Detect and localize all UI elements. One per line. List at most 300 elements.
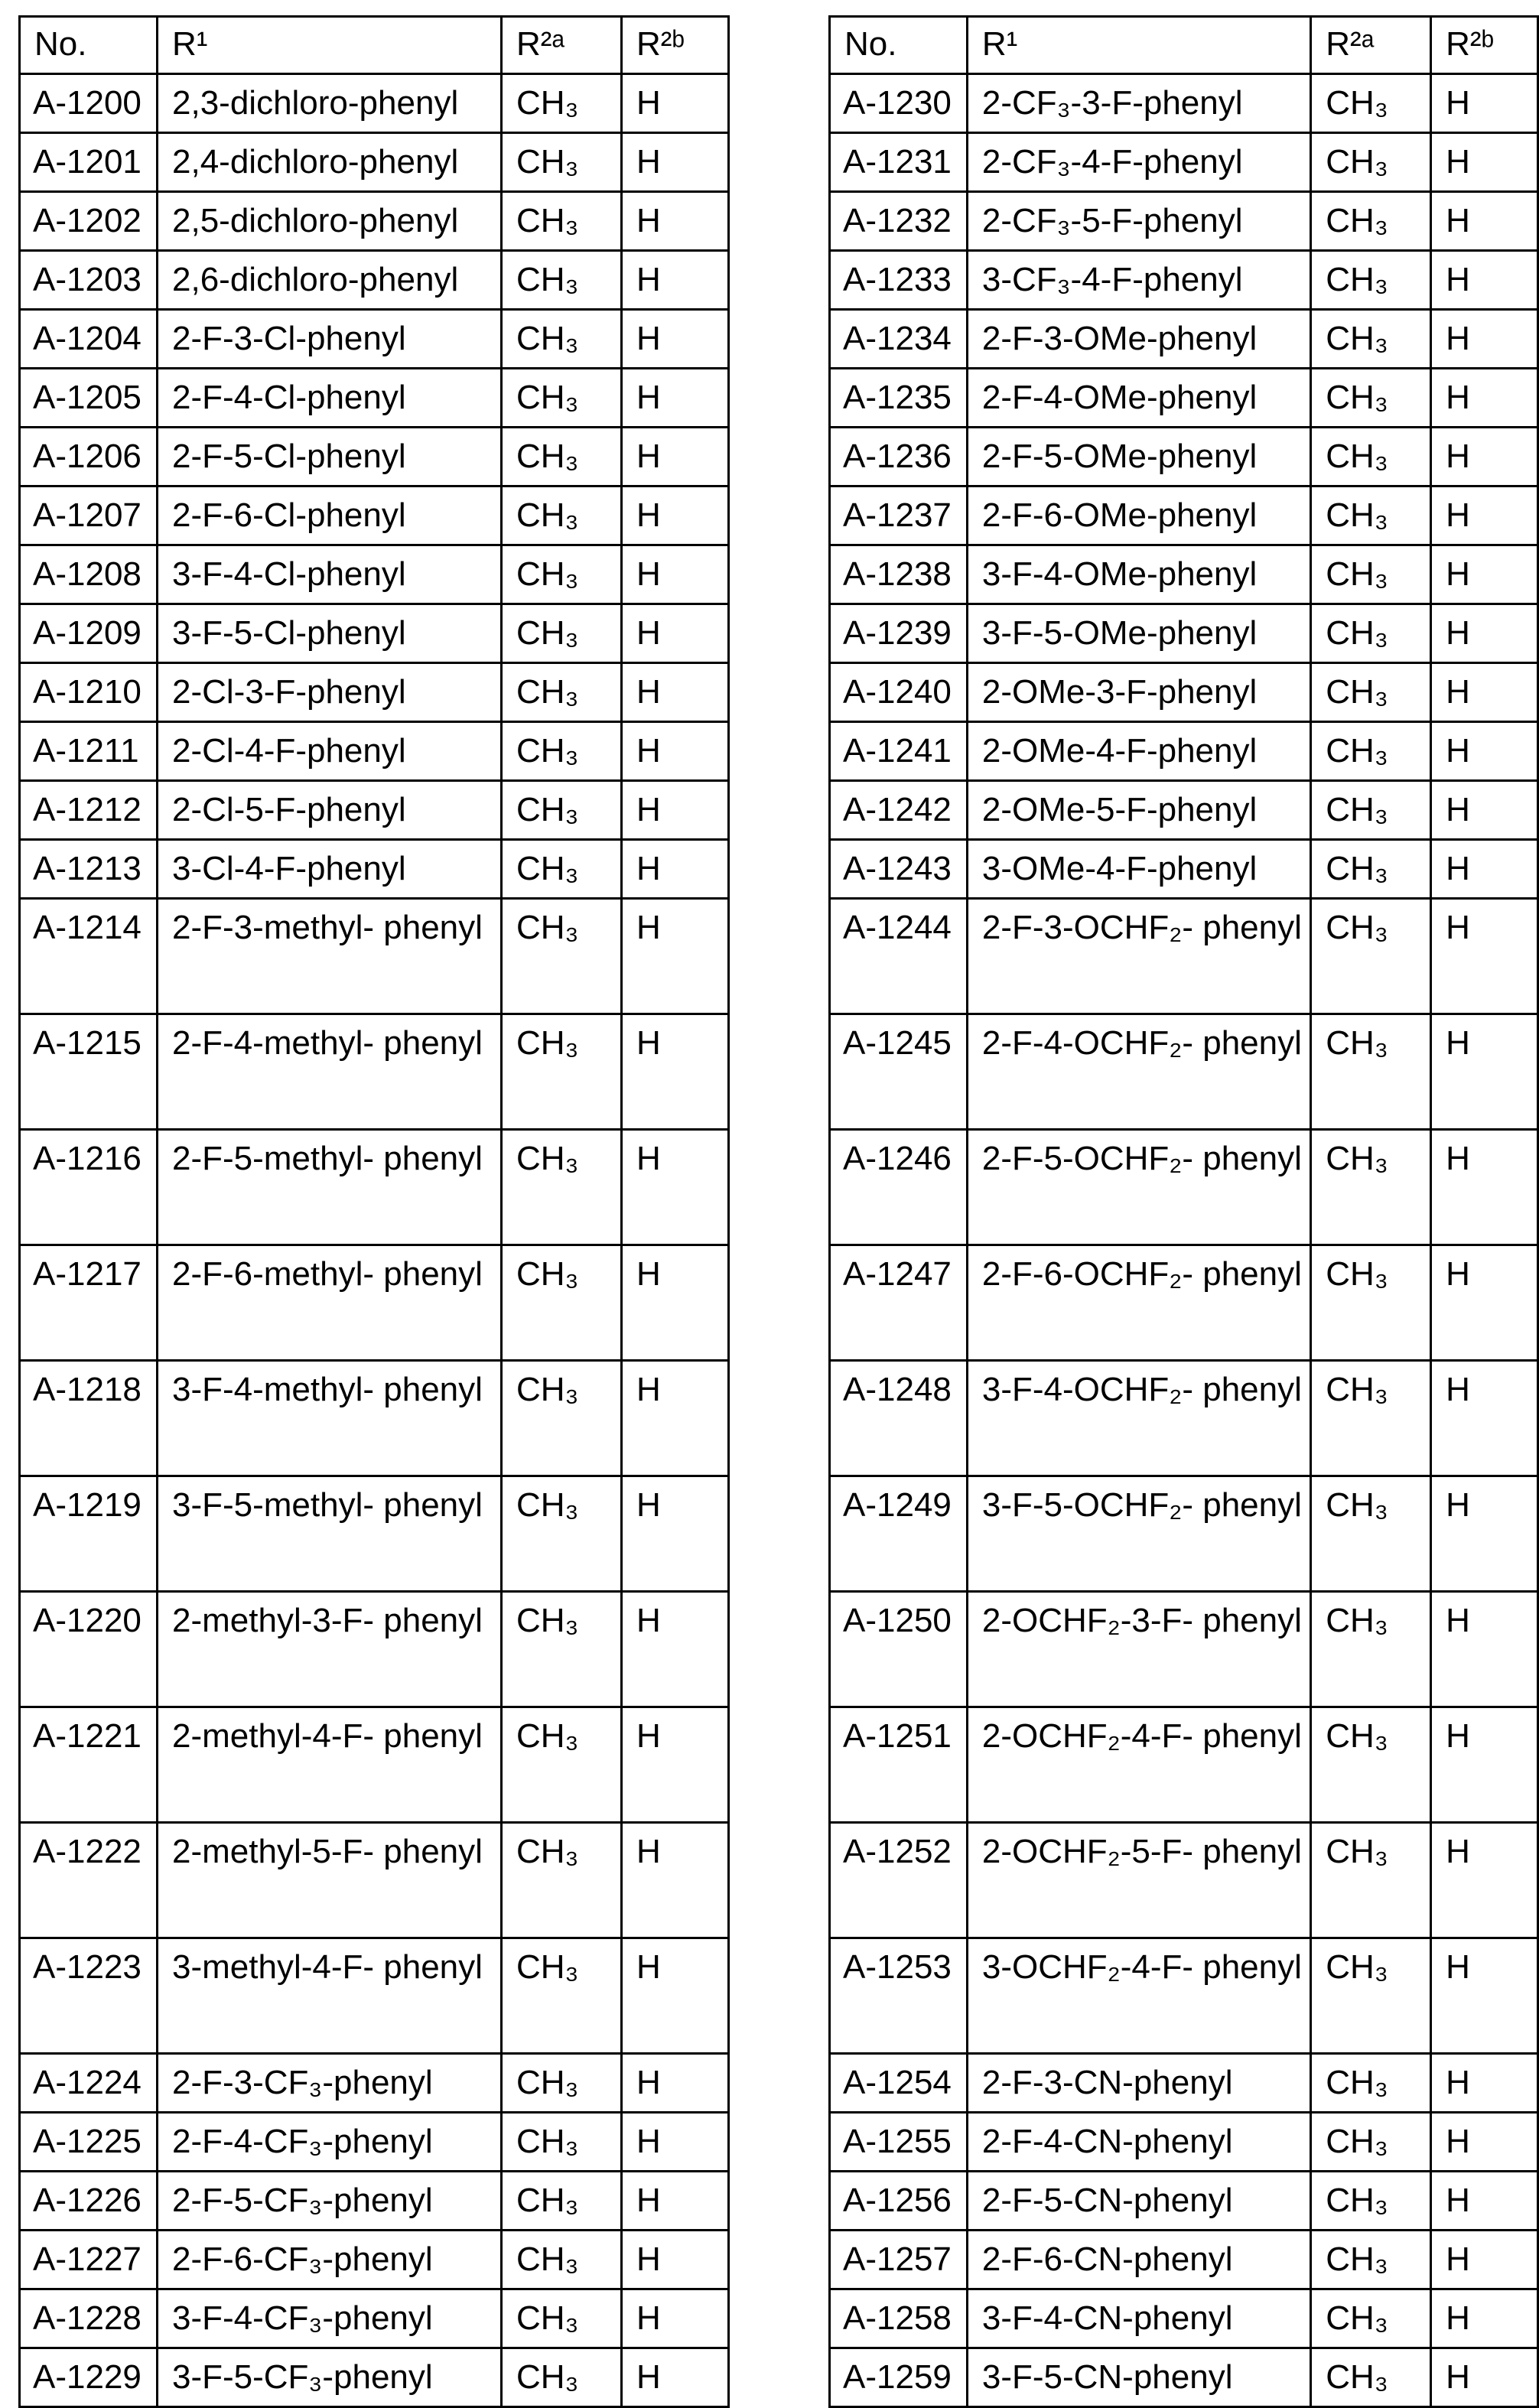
cell-r1: 2-OMe-3-F-phenyl bbox=[967, 663, 1310, 722]
cell-r1: 2-Cl-3-F-phenyl bbox=[158, 663, 502, 722]
table-row bbox=[20, 1245, 729, 1361]
cell-r1: 2-F-6-OMe-phenyl bbox=[967, 486, 1310, 545]
cell-r1: 3-Cl-4-F-phenyl bbox=[158, 840, 502, 899]
cell-r2a: CH₃ bbox=[1311, 2289, 1431, 2348]
cell-r1: 2-F-4-CF₃-phenyl bbox=[158, 2113, 502, 2172]
cell-r2b: H bbox=[622, 369, 729, 428]
table-row bbox=[830, 2348, 1538, 2407]
cell-r1: 2-OCHF₂-5-F- phenyl bbox=[967, 1823, 1310, 1938]
cell-no: A-1246 bbox=[830, 1130, 968, 1245]
cell-r2a: CH₃ bbox=[502, 2289, 622, 2348]
table-row bbox=[20, 1130, 729, 1245]
cell-r1: 3-F-5-OMe-phenyl bbox=[967, 604, 1310, 663]
cell-no: A-1210 bbox=[20, 663, 158, 722]
cell-r1: 3-OMe-4-F-phenyl bbox=[967, 840, 1310, 899]
cell-r1: 2-F-6-CN-phenyl bbox=[967, 2231, 1310, 2289]
cell-r2b: H bbox=[622, 2289, 729, 2348]
table-row bbox=[830, 1707, 1538, 1823]
cell-r2b: H bbox=[1431, 545, 1538, 604]
cell-r1: 2-F-4-OMe-phenyl bbox=[967, 369, 1310, 428]
cell-no: A-1231 bbox=[830, 133, 968, 192]
table-row bbox=[20, 310, 729, 369]
cell-no: A-1244 bbox=[830, 899, 968, 1014]
cell-no: A-1213 bbox=[20, 840, 158, 899]
cell-no: A-1212 bbox=[20, 781, 158, 840]
table-row bbox=[830, 2289, 1538, 2348]
header-r2b: R²ᵇ bbox=[622, 17, 729, 74]
cell-r2b: H bbox=[622, 1938, 729, 2054]
cell-r2b: H bbox=[622, 2113, 729, 2172]
cell-r2a: CH₃ bbox=[1311, 2348, 1431, 2407]
cell-r1: 2-F-5-CN-phenyl bbox=[967, 2172, 1310, 2231]
cell-r2a: CH₃ bbox=[1311, 2054, 1431, 2113]
header-r2b: R²ᵇ bbox=[1431, 17, 1538, 74]
cell-r2b: H bbox=[622, 74, 729, 133]
cell-r1: 3-F-5-methyl- phenyl bbox=[158, 1476, 502, 1592]
cell-r2b: H bbox=[1431, 74, 1538, 133]
cell-no: A-1241 bbox=[830, 722, 968, 781]
cell-r2b: H bbox=[1431, 2231, 1538, 2289]
cell-r1: 3-CF₃-4-F-phenyl bbox=[967, 251, 1310, 310]
cell-no: A-1234 bbox=[830, 310, 968, 369]
cell-r2b: H bbox=[622, 486, 729, 545]
header-r1: R¹ bbox=[158, 17, 502, 74]
cell-r2b: H bbox=[1431, 133, 1538, 192]
cell-r2b: H bbox=[1431, 1823, 1538, 1938]
cell-r2a: CH₃ bbox=[502, 369, 622, 428]
cell-r2a: CH₃ bbox=[502, 899, 622, 1014]
cell-no: A-1207 bbox=[20, 486, 158, 545]
cell-r2a: CH₃ bbox=[502, 2172, 622, 2231]
cell-r1: 2-F-4-CN-phenyl bbox=[967, 2113, 1310, 2172]
table-row bbox=[20, 2172, 729, 2231]
cell-no: A-1250 bbox=[830, 1592, 968, 1707]
cell-no: A-1232 bbox=[830, 192, 968, 251]
cell-no: A-1217 bbox=[20, 1245, 158, 1361]
cell-r2b: H bbox=[1431, 1476, 1538, 1592]
cell-r1: 3-F-5-OCHF₂- phenyl bbox=[967, 1476, 1310, 1592]
cell-r2a: CH₃ bbox=[502, 1130, 622, 1245]
table-row bbox=[830, 1823, 1538, 1938]
cell-r1: 2-F-6-CF₃-phenyl bbox=[158, 2231, 502, 2289]
table-row bbox=[830, 899, 1538, 1014]
table-row bbox=[20, 781, 729, 840]
cell-no: A-1219 bbox=[20, 1476, 158, 1592]
cell-r2b: H bbox=[622, 604, 729, 663]
cell-r1: 2-CF₃-3-F-phenyl bbox=[967, 74, 1310, 133]
cell-r1: 2-F-3-OCHF₂- phenyl bbox=[967, 899, 1310, 1014]
table-row bbox=[20, 604, 729, 663]
table-row bbox=[20, 1361, 729, 1476]
cell-r2a: CH₃ bbox=[1311, 1938, 1431, 2054]
cell-r2b: H bbox=[622, 1130, 729, 1245]
cell-r2a: CH₃ bbox=[1311, 74, 1431, 133]
cell-no: A-1216 bbox=[20, 1130, 158, 1245]
cell-r2a: CH₃ bbox=[1311, 251, 1431, 310]
cell-r2a: CH₃ bbox=[1311, 1130, 1431, 1245]
cell-no: A-1233 bbox=[830, 251, 968, 310]
cell-no: A-1218 bbox=[20, 1361, 158, 1476]
cell-r1: 3-F-4-OCHF₂- phenyl bbox=[967, 1361, 1310, 1476]
header-r2a: R²ᵃ bbox=[1311, 17, 1431, 74]
cell-r1: 2-methyl-5-F- phenyl bbox=[158, 1823, 502, 1938]
cell-no: A-1257 bbox=[830, 2231, 968, 2289]
cell-no: A-1225 bbox=[20, 2113, 158, 2172]
cell-r2b: H bbox=[622, 133, 729, 192]
cell-no: A-1205 bbox=[20, 369, 158, 428]
cell-no: A-1259 bbox=[830, 2348, 968, 2407]
cell-r2b: H bbox=[622, 2348, 729, 2407]
cell-no: A-1235 bbox=[830, 369, 968, 428]
table-row bbox=[830, 1014, 1538, 1130]
table-row bbox=[830, 74, 1538, 133]
cell-r2b: H bbox=[622, 1476, 729, 1592]
table-row bbox=[20, 1938, 729, 2054]
cell-r2b: H bbox=[1431, 192, 1538, 251]
cell-r2a: CH₃ bbox=[1311, 1245, 1431, 1361]
table-row bbox=[20, 899, 729, 1014]
table-row bbox=[830, 251, 1538, 310]
cell-r2a: CH₃ bbox=[502, 1823, 622, 1938]
cell-r1: 3-methyl-4-F- phenyl bbox=[158, 1938, 502, 2054]
cell-r2b: H bbox=[1431, 428, 1538, 486]
cell-r2b: H bbox=[622, 1592, 729, 1707]
cell-r2a: CH₃ bbox=[502, 604, 622, 663]
cell-r2a: CH₃ bbox=[1311, 545, 1431, 604]
cell-r1: 2-F-5-OCHF₂- phenyl bbox=[967, 1130, 1310, 1245]
table-row bbox=[830, 781, 1538, 840]
table-row bbox=[20, 2289, 729, 2348]
cell-r2a: CH₃ bbox=[502, 2348, 622, 2407]
cell-r1: 3-F-4-Cl-phenyl bbox=[158, 545, 502, 604]
cell-r2a: CH₃ bbox=[502, 722, 622, 781]
cell-r2b: H bbox=[1431, 251, 1538, 310]
table-row bbox=[20, 251, 729, 310]
header-r2a: R²ᵃ bbox=[502, 17, 622, 74]
cell-no: A-1258 bbox=[830, 2289, 968, 2348]
cell-no: A-1255 bbox=[830, 2113, 968, 2172]
table-row bbox=[830, 1361, 1538, 1476]
cell-r2a: CH₃ bbox=[1311, 133, 1431, 192]
cell-r2b: H bbox=[622, 1014, 729, 1130]
table-row bbox=[20, 2348, 729, 2407]
table-row bbox=[20, 545, 729, 604]
cell-r2a: CH₃ bbox=[502, 310, 622, 369]
cell-r2b: H bbox=[1431, 781, 1538, 840]
cell-r2b: H bbox=[1431, 1592, 1538, 1707]
table-row bbox=[20, 840, 729, 899]
cell-r1: 3-F-5-CF₃-phenyl bbox=[158, 2348, 502, 2407]
cell-r2b: H bbox=[622, 722, 729, 781]
cell-r2b: H bbox=[622, 663, 729, 722]
table-row bbox=[20, 2231, 729, 2289]
cell-r2a: CH₃ bbox=[502, 1592, 622, 1707]
cell-r1: 3-F-4-CF₃-phenyl bbox=[158, 2289, 502, 2348]
cell-no: A-1248 bbox=[830, 1361, 968, 1476]
cell-r1: 2-CF₃-5-F-phenyl bbox=[967, 192, 1310, 251]
cell-r1: 2-F-3-CF₃-phenyl bbox=[158, 2054, 502, 2113]
cell-r2b: H bbox=[1431, 2113, 1538, 2172]
cell-r2b: H bbox=[622, 192, 729, 251]
table-row bbox=[20, 2113, 729, 2172]
header-no: No. bbox=[20, 17, 158, 74]
table-row bbox=[20, 192, 729, 251]
cell-r2b: H bbox=[1431, 1014, 1538, 1130]
cell-r2a: CH₃ bbox=[1311, 1823, 1431, 1938]
cell-no: A-1202 bbox=[20, 192, 158, 251]
cell-r2a: CH₃ bbox=[1311, 369, 1431, 428]
cell-no: A-1242 bbox=[830, 781, 968, 840]
table-row bbox=[830, 1130, 1538, 1245]
cell-r2a: CH₃ bbox=[1311, 310, 1431, 369]
cell-r1: 2-F-3-methyl- phenyl bbox=[158, 899, 502, 1014]
cell-r2a: CH₃ bbox=[502, 1361, 622, 1476]
cell-r1: 2-OMe-5-F-phenyl bbox=[967, 781, 1310, 840]
cell-r2b: H bbox=[1431, 2289, 1538, 2348]
table-row bbox=[830, 2113, 1538, 2172]
header-row bbox=[20, 17, 729, 74]
table-row bbox=[830, 428, 1538, 486]
cell-r1: 2-F-6-Cl-phenyl bbox=[158, 486, 502, 545]
table-row bbox=[830, 1592, 1538, 1707]
table-row bbox=[20, 1707, 729, 1823]
table-row bbox=[20, 1476, 729, 1592]
cell-r2b: H bbox=[622, 428, 729, 486]
cell-r2a: CH₃ bbox=[502, 840, 622, 899]
cell-r2a: CH₃ bbox=[1311, 663, 1431, 722]
cell-r1: 2-CF₃-4-F-phenyl bbox=[967, 133, 1310, 192]
table-row bbox=[830, 840, 1538, 899]
cell-no: A-1227 bbox=[20, 2231, 158, 2289]
cell-r1: 2-F-5-CF₃-phenyl bbox=[158, 2172, 502, 2231]
cell-no: A-1239 bbox=[830, 604, 968, 663]
cell-r2a: CH₃ bbox=[502, 192, 622, 251]
cell-no: A-1226 bbox=[20, 2172, 158, 2231]
cell-r1: 2-methyl-4-F- phenyl bbox=[158, 1707, 502, 1823]
cell-no: A-1223 bbox=[20, 1938, 158, 2054]
cell-r2a: CH₃ bbox=[1311, 604, 1431, 663]
cell-r2a: CH₃ bbox=[1311, 1476, 1431, 1592]
cell-r2a: CH₃ bbox=[1311, 486, 1431, 545]
cell-no: A-1222 bbox=[20, 1823, 158, 1938]
table-row bbox=[830, 545, 1538, 604]
cell-r2b: H bbox=[622, 1361, 729, 1476]
cell-r1: 2,5-dichloro-phenyl bbox=[158, 192, 502, 251]
cell-r2a: CH₃ bbox=[1311, 1707, 1431, 1823]
cell-r2b: H bbox=[1431, 2054, 1538, 2113]
cell-r2b: H bbox=[1431, 899, 1538, 1014]
table-row bbox=[830, 722, 1538, 781]
cell-r2b: H bbox=[622, 1823, 729, 1938]
cell-r1: 2-F-3-CN-phenyl bbox=[967, 2054, 1310, 2113]
cell-r2a: CH₃ bbox=[1311, 428, 1431, 486]
cell-r2b: H bbox=[622, 2054, 729, 2113]
cell-r2b: H bbox=[1431, 310, 1538, 369]
cell-r2a: CH₃ bbox=[502, 1707, 622, 1823]
cell-no: A-1206 bbox=[20, 428, 158, 486]
table-row bbox=[20, 2054, 729, 2113]
cell-r1: 2-F-6-OCHF₂- phenyl bbox=[967, 1245, 1310, 1361]
header-row bbox=[830, 17, 1538, 74]
cell-r2a: CH₃ bbox=[1311, 2113, 1431, 2172]
cell-no: A-1243 bbox=[830, 840, 968, 899]
cell-no: A-1230 bbox=[830, 74, 968, 133]
table-row bbox=[830, 1476, 1538, 1592]
table-row bbox=[830, 663, 1538, 722]
cell-no: A-1224 bbox=[20, 2054, 158, 2113]
cell-no: A-1215 bbox=[20, 1014, 158, 1130]
cell-r2b: H bbox=[1431, 2172, 1538, 2231]
table-row bbox=[20, 428, 729, 486]
cell-no: A-1238 bbox=[830, 545, 968, 604]
cell-no: A-1208 bbox=[20, 545, 158, 604]
cell-r2a: CH₃ bbox=[1311, 1361, 1431, 1476]
table-row bbox=[20, 74, 729, 133]
cell-r1: 3-F-4-OMe-phenyl bbox=[967, 545, 1310, 604]
cell-no: A-1254 bbox=[830, 2054, 968, 2113]
cell-r2b: H bbox=[622, 899, 729, 1014]
header-no: No. bbox=[830, 17, 968, 74]
cell-r2a: CH₃ bbox=[502, 545, 622, 604]
cell-r2a: CH₃ bbox=[1311, 781, 1431, 840]
cell-r1: 2-F-5-OMe-phenyl bbox=[967, 428, 1310, 486]
cell-r2b: H bbox=[622, 781, 729, 840]
cell-r1: 2-Cl-5-F-phenyl bbox=[158, 781, 502, 840]
cell-no: A-1245 bbox=[830, 1014, 968, 1130]
table-row bbox=[20, 133, 729, 192]
cell-r2b: H bbox=[1431, 1938, 1538, 2054]
cell-r2b: H bbox=[622, 2231, 729, 2289]
cell-no: A-1249 bbox=[830, 1476, 968, 1592]
cell-r2b: H bbox=[1431, 722, 1538, 781]
cell-r1: 2-F-3-OMe-phenyl bbox=[967, 310, 1310, 369]
table-row bbox=[830, 604, 1538, 663]
cell-r1: 3-F-4-methyl- phenyl bbox=[158, 1361, 502, 1476]
table-row bbox=[830, 310, 1538, 369]
cell-r2b: H bbox=[1431, 369, 1538, 428]
cell-r2b: H bbox=[1431, 486, 1538, 545]
table-row bbox=[20, 722, 729, 781]
cell-r2a: CH₃ bbox=[502, 1014, 622, 1130]
cell-no: A-1214 bbox=[20, 899, 158, 1014]
cell-no: A-1228 bbox=[20, 2289, 158, 2348]
cell-r2a: CH₃ bbox=[502, 1938, 622, 2054]
cell-r2a: CH₃ bbox=[502, 663, 622, 722]
header-r1: R¹ bbox=[967, 17, 1310, 74]
cell-no: A-1252 bbox=[830, 1823, 968, 1938]
cell-no: A-1253 bbox=[830, 1938, 968, 2054]
cell-r1: 2-F-3-Cl-phenyl bbox=[158, 310, 502, 369]
cell-r1: 3-F-5-Cl-phenyl bbox=[158, 604, 502, 663]
cell-r2a: CH₃ bbox=[502, 1476, 622, 1592]
cell-r2a: CH₃ bbox=[1311, 192, 1431, 251]
cell-no: A-1209 bbox=[20, 604, 158, 663]
cell-r2a: CH₃ bbox=[1311, 1014, 1431, 1130]
cell-r2b: H bbox=[1431, 663, 1538, 722]
cell-r2a: CH₃ bbox=[502, 2054, 622, 2113]
table-row bbox=[830, 192, 1538, 251]
table-row bbox=[20, 369, 729, 428]
cell-r2a: CH₃ bbox=[502, 2231, 622, 2289]
cell-no: A-1237 bbox=[830, 486, 968, 545]
cell-r1: 2-methyl-3-F- phenyl bbox=[158, 1592, 502, 1707]
table-row bbox=[20, 1014, 729, 1130]
cell-r2a: CH₃ bbox=[502, 251, 622, 310]
cell-r1: 2-F-4-OCHF₂- phenyl bbox=[967, 1014, 1310, 1130]
cell-no: A-1201 bbox=[20, 133, 158, 192]
cell-r1: 2-F-5-methyl- phenyl bbox=[158, 1130, 502, 1245]
cell-no: A-1220 bbox=[20, 1592, 158, 1707]
cell-no: A-1256 bbox=[830, 2172, 968, 2231]
cell-r2a: CH₃ bbox=[1311, 2172, 1431, 2231]
cell-r2a: CH₃ bbox=[1311, 722, 1431, 781]
cell-no: A-1204 bbox=[20, 310, 158, 369]
cell-r1: 2,4-dichloro-phenyl bbox=[158, 133, 502, 192]
cell-r1: 2-OCHF₂-4-F- phenyl bbox=[967, 1707, 1310, 1823]
table-row bbox=[830, 2231, 1538, 2289]
cell-r1: 2-Cl-4-F-phenyl bbox=[158, 722, 502, 781]
table-row bbox=[830, 1245, 1538, 1361]
cell-r2a: CH₃ bbox=[502, 428, 622, 486]
cell-r1: 2-OMe-4-F-phenyl bbox=[967, 722, 1310, 781]
compound-table-left bbox=[18, 15, 730, 2408]
cell-r2b: H bbox=[622, 1245, 729, 1361]
cell-r1: 2-F-4-Cl-phenyl bbox=[158, 369, 502, 428]
cell-r2a: CH₃ bbox=[1311, 840, 1431, 899]
cell-r1: 2,6-dichloro-phenyl bbox=[158, 251, 502, 310]
cell-r1: 2-OCHF₂-3-F- phenyl bbox=[967, 1592, 1310, 1707]
cell-r2a: CH₃ bbox=[1311, 899, 1431, 1014]
table-row bbox=[20, 1592, 729, 1707]
cell-r2b: H bbox=[622, 310, 729, 369]
table-row bbox=[830, 369, 1538, 428]
cell-r1: 3-F-4-CN-phenyl bbox=[967, 2289, 1310, 2348]
cell-no: A-1229 bbox=[20, 2348, 158, 2407]
cell-no: A-1221 bbox=[20, 1707, 158, 1823]
cell-r1: 2-F-5-Cl-phenyl bbox=[158, 428, 502, 486]
cell-r2b: H bbox=[1431, 1130, 1538, 1245]
cell-no: A-1203 bbox=[20, 251, 158, 310]
table-row bbox=[830, 486, 1538, 545]
cell-r2a: CH₃ bbox=[502, 486, 622, 545]
cell-r1: 3-OCHF₂-4-F- phenyl bbox=[967, 1938, 1310, 2054]
cell-r2b: H bbox=[1431, 1361, 1538, 1476]
cell-r2b: H bbox=[622, 251, 729, 310]
cell-no: A-1200 bbox=[20, 74, 158, 133]
cell-no: A-1240 bbox=[830, 663, 968, 722]
cell-r2a: CH₃ bbox=[502, 2113, 622, 2172]
cell-no: A-1247 bbox=[830, 1245, 968, 1361]
cell-r2b: H bbox=[1431, 1707, 1538, 1823]
cell-r2a: CH₃ bbox=[1311, 1592, 1431, 1707]
cell-r2b: H bbox=[1431, 840, 1538, 899]
table-row bbox=[830, 2054, 1538, 2113]
table-row bbox=[830, 133, 1538, 192]
table-row bbox=[830, 1938, 1538, 2054]
cell-r1: 2-F-4-methyl- phenyl bbox=[158, 1014, 502, 1130]
cell-r1: 3-F-5-CN-phenyl bbox=[967, 2348, 1310, 2407]
cell-r2b: H bbox=[622, 2172, 729, 2231]
cell-r2b: H bbox=[1431, 2348, 1538, 2407]
cell-r2a: CH₃ bbox=[1311, 2231, 1431, 2289]
cell-r2b: H bbox=[622, 545, 729, 604]
cell-no: A-1211 bbox=[20, 722, 158, 781]
cell-r2a: CH₃ bbox=[502, 781, 622, 840]
table-row bbox=[830, 2172, 1538, 2231]
cell-r2b: H bbox=[622, 840, 729, 899]
cell-r2b: H bbox=[622, 1707, 729, 1823]
table-row bbox=[20, 1823, 729, 1938]
